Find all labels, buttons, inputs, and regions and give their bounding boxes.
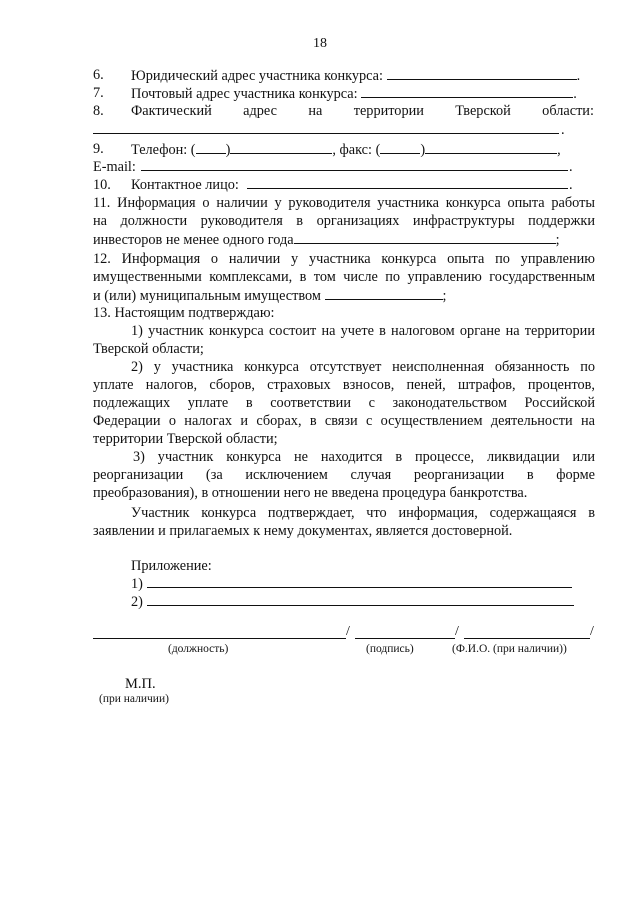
position-field[interactable] (93, 638, 346, 639)
full-name-caption: (Ф.И.О. (при наличии)) (452, 643, 567, 655)
attachment-2-field[interactable] (147, 605, 574, 606)
item7-number: 7. (93, 85, 104, 101)
fax-code-field[interactable] (380, 140, 420, 154)
item13-title: 13. Настоящим подтверждаю: (93, 305, 275, 321)
item6-number: 6. (93, 67, 104, 83)
leader-experience-field[interactable] (294, 230, 556, 244)
email-label: E-mail: (93, 159, 136, 175)
item10-label: Контактное лицо: (131, 177, 239, 193)
item13-p2-line3: подлежащих уплате в соответствии с законодательством Российской (93, 395, 595, 411)
phone-code-field[interactable] (196, 140, 226, 154)
item12-line2: имущественными комплексами, в том числе по управлению государственным (93, 269, 595, 285)
item13-p1-line2: Тверской области; (93, 341, 204, 357)
attachment-1-label: 1) (131, 576, 143, 592)
item13-p3-line3: преобразования), в отношении него не введена процедура банкротства. (93, 485, 528, 501)
item11-line1: 11. Информация о наличии у руководителя участника конкурса опыта работы (93, 195, 595, 211)
item13-p3-line2: реорганизации (за исключением случая реорганизации в форме (93, 467, 595, 483)
item8-number: 8. (93, 103, 104, 119)
item9-row: Телефон: ( ) , факс: ( ) , (131, 142, 561, 158)
item12-line3: и (или) муниципальным имуществом ; (93, 288, 447, 304)
page-number: 18 (313, 36, 327, 51)
document-page: 18 6. Юридический адрес участника конкурса: . 7. Почтовый адрес участника конкурса: . 8. Фактический адрес на территории Тверской области: . 9. Телефон: ( ) , факс: ( ) , E-mail: . 10. Контактное лицо: . 11. Информация о наличии у руководителя участника конкурса опыта работы на должности руководителя в организациях инфраструктуры поддержки инвесторов не менее одного года ; 12. Информация о наличии у участника конкурса опыта по управлению имущественными комплексами, в том числе по управлению государственным и (или) муниципальным имуществом ; 13. Настоящим подтверждаю: 1) участник конкурса состоит на учете в налоговом органе на территории Тверской области; 2) у участника конкурса отсутствует неисполненная обязанность по уплате налогов, сборов, страховых взносов, пеней, штрафов, процентов, подлежащих уплате в соответствии с законодательством Российской Федерации о налогах и сборах, в связи с осуществлением деятельности на территории Тверской области; 3) участник конкурса не находится в процессе, ликвидации или реорганизации (за исключением случая реорганизации в форме преобразования), в отношении него не введена процедура банкротства. Участник конкурса подтверждает, что информация, содержащаяся в заявлении и прилагаемых к нему документах, является достоверной. Приложение: 1) 2) / / / (должность) (подпись) (Ф.И.О. (при наличии)) М.П. (при наличии) (0, 0, 640, 905)
item9-number: 9. (93, 141, 104, 157)
item11-line2: на должности руководителя в организациях инфраструктуры поддержки (93, 213, 595, 229)
attachments-title: Приложение: (131, 558, 212, 574)
item13-p3-line1: 3) участник конкурса не находится в процессе, ликвидации или (133, 449, 595, 465)
seal-label: М.П. (125, 676, 156, 692)
confirmation-line2: заявлении и прилагаемых к нему документах, является достоверной. (93, 523, 513, 539)
item13-p2-line1: 2) у участника конкурса отсутствует неисполненная обязанность по (131, 359, 595, 375)
actual-address-field[interactable] (93, 133, 559, 134)
fax-label: , факс: ( (332, 142, 381, 158)
confirmation-line1: Участник конкурса подтверждает, что информация, содержащаяся в (131, 505, 595, 521)
contact-person-field[interactable] (247, 188, 568, 189)
item8-label: Фактический адрес на территории Тверской области: (131, 103, 594, 119)
fax-number-field[interactable] (425, 140, 557, 154)
item6-row: Юридический адрес участника конкурса: . (131, 68, 581, 84)
full-name-field[interactable] (464, 638, 590, 639)
property-management-field[interactable] (325, 286, 443, 300)
item13-p2-line5: территории Тверской области; (93, 431, 278, 447)
item13-p2-line2: уплате налогов, сборов, страховых взносов, пеней, штрафов, процентов, (93, 377, 595, 393)
legal-address-field[interactable] (387, 66, 577, 80)
email-field[interactable] (141, 170, 568, 171)
item7-row: Почтовый адрес участника конкурса: . (131, 86, 577, 102)
item7-label: Почтовый адрес участника конкурса: (131, 86, 358, 102)
attachment-1-field[interactable] (147, 587, 572, 588)
signature-field[interactable] (355, 638, 455, 639)
phone-number-field[interactable] (230, 140, 332, 154)
attachment-2-label: 2) (131, 594, 143, 610)
item10-number: 10. (93, 177, 111, 193)
postal-address-field[interactable] (361, 84, 573, 98)
item6-label: Юридический адрес участника конкурса: (131, 68, 383, 84)
phone-label: Телефон: ( (131, 142, 196, 158)
position-caption: (должность) (168, 643, 229, 655)
item13-p2-line4: Федерации о налогах и сборах, в связи с осуществлением деятельности на (93, 413, 595, 429)
item12-line1: 12. Информация о наличии у участника конкурса опыта по управлению (93, 251, 595, 267)
item11-line3: инвесторов не менее одного года ; (93, 232, 560, 248)
seal-caption: (при наличии) (99, 693, 169, 705)
signature-caption: (подпись) (366, 643, 414, 655)
item13-p1-line1: 1) участник конкурса состоит на учете в налоговом органе на территории (131, 323, 595, 339)
